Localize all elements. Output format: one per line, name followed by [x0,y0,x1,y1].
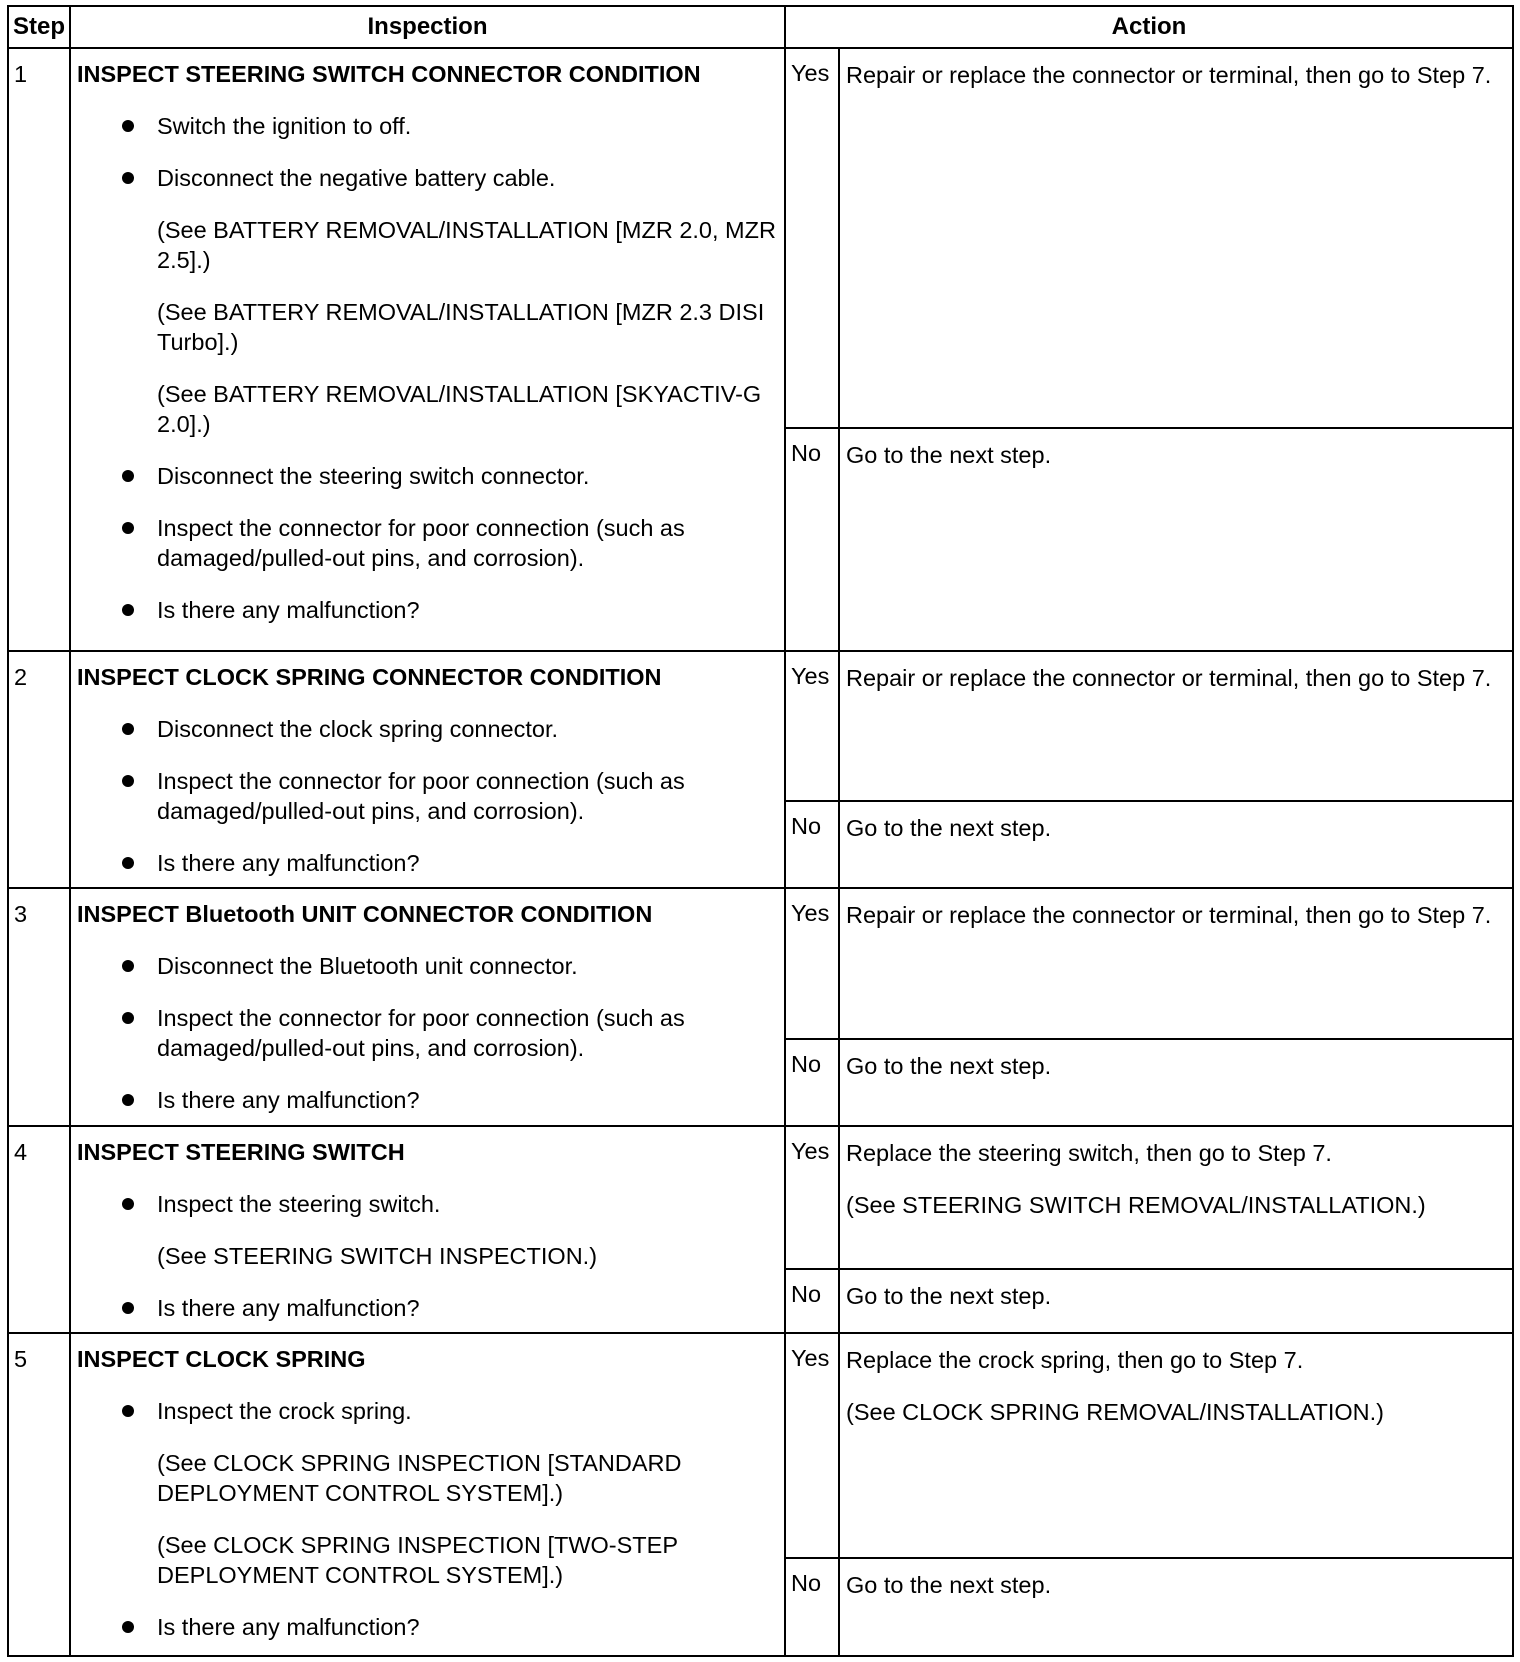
action-text: Go to the next step. [846,1283,1052,1310]
action-text: (See STEERING SWITCH REMOVAL/INSTALLATION.) [846,1192,1426,1219]
yes-action [839,888,1513,1039]
table-row [8,888,1513,1039]
inspection-bullet: Disconnect the Bluetooth unit connector. [77,951,778,981]
no-label: No [785,1558,839,1656]
inspection-bullet: Is there any malfunction? [77,1085,778,1115]
step-number: 2 [8,651,70,889]
inspection-reference-note: (See BATTERY REMOVAL/INSTALLATION [MZR 2.0, MZR 2.5].) [157,217,776,273]
header-action: Action [785,6,1513,48]
inspection-bullet: Disconnect the clock spring connector. [77,714,778,744]
inspection-reference-note: (See BATTERY REMOVAL/INSTALLATION [MZR 2.3 DISI Turbo].) [157,299,765,355]
no-action [839,1039,1513,1126]
inspection-title: INSPECT CLOCK SPRING CONNECTOR CONDITION [77,663,662,690]
table-row [8,1333,1513,1558]
inspection-cell [70,1126,785,1332]
step-number: 4 [8,1126,70,1332]
inspection-bullet: Inspect the connector for poor connection (such as damaged/pulled-out pins, and corrosion). [77,513,778,573]
inspection-title: INSPECT STEERING SWITCH CONNECTOR CONDITION [77,61,701,87]
action-text: Replace the steering switch, then go to Step 7. [846,1140,1332,1167]
action-text: Replace the crock spring, then go to Step 7. [846,1346,1304,1373]
action-text: Go to the next step. [846,441,1052,468]
inspection-reference-note: (See BATTERY REMOVAL/INSTALLATION [SKYACTIV-G 2.0].) [157,381,762,437]
table-row [8,48,1513,428]
no-action [839,801,1513,888]
yes-action [839,48,1513,428]
inspection-reference-note: (See CLOCK SPRING INSPECTION [TWO-STEP DEPLOYMENT CONTROL SYSTEM].) [157,1531,678,1588]
yes-label: Yes [785,651,839,802]
action-text: (See CLOCK SPRING REMOVAL/INSTALLATION.) [846,1398,1385,1425]
diagnostic-procedure-table [7,5,1514,1657]
action-text: Go to the next step. [846,1572,1052,1599]
yes-action [839,651,1513,802]
inspection-bullet: Disconnect the negative battery cable. [77,163,778,193]
yes-label: Yes [785,888,839,1039]
inspection-bullet: Inspect the connector for poor connection (such as damaged/pulled-out pins, and corrosion). [77,1003,778,1063]
inspection-reference-note: (See STEERING SWITCH INSPECTION.) [157,1243,598,1270]
yes-action [839,1333,1513,1558]
inspection-bullet: Is there any malfunction? [77,1612,778,1642]
inspection-bullet: Switch the ignition to off. [77,111,778,141]
yes-action [839,1126,1513,1269]
step-number: 3 [8,888,70,1126]
inspection-title: INSPECT Bluetooth UNIT CONNECTOR CONDITION [77,901,653,928]
step-number: 5 [8,1333,70,1656]
table-row [8,1126,1513,1269]
inspection-cell [70,48,785,651]
inspection-bullet: Inspect the connector for poor connection (such as damaged/pulled-out pins, and corrosion). [77,766,778,826]
inspection-cell [70,651,785,889]
no-label: No [785,428,839,651]
inspection-cell [70,888,785,1126]
header-inspection: Inspection [70,6,785,48]
inspection-cell [70,1333,785,1656]
yes-label: Yes [785,48,839,428]
no-label: No [785,1269,839,1332]
yes-label: Yes [785,1333,839,1558]
inspection-reference-note: (See CLOCK SPRING INSPECTION [STANDARD DEPLOYMENT CONTROL SYSTEM].) [157,1449,682,1506]
inspection-bullet: Is there any malfunction? [77,595,778,625]
action-text: Go to the next step. [846,1053,1052,1080]
action-text: Repair or replace the connector or terminal, then go to Step 7. [846,664,1492,691]
no-label: No [785,801,839,888]
inspection-title: INSPECT STEERING SWITCH [77,1139,405,1166]
header-row [8,6,1513,48]
action-text: Repair or replace the connector or terminal, then go to Step 7. [846,902,1492,929]
inspection-bullet: Is there any malfunction? [77,848,778,878]
header-step: Step [8,6,70,48]
table-body [8,48,1513,1656]
inspection-bullet: Disconnect the steering switch connector. [77,461,778,491]
no-action [839,1558,1513,1656]
step-number: 1 [8,48,70,651]
action-text: Repair or replace the connector or terminal, then go to Step 7. [846,62,1492,88]
table-row [8,651,1513,802]
no-label: No [785,1039,839,1126]
inspection-bullet: Inspect the steering switch. [77,1189,778,1219]
inspection-title: INSPECT CLOCK SPRING [77,1345,366,1372]
action-text: Go to the next step. [846,815,1052,842]
inspection-bullet: Is there any malfunction? [77,1293,778,1323]
yes-label: Yes [785,1126,839,1269]
inspection-bullet: Inspect the crock spring. [77,1396,778,1426]
no-action [839,428,1513,651]
no-action [839,1269,1513,1332]
